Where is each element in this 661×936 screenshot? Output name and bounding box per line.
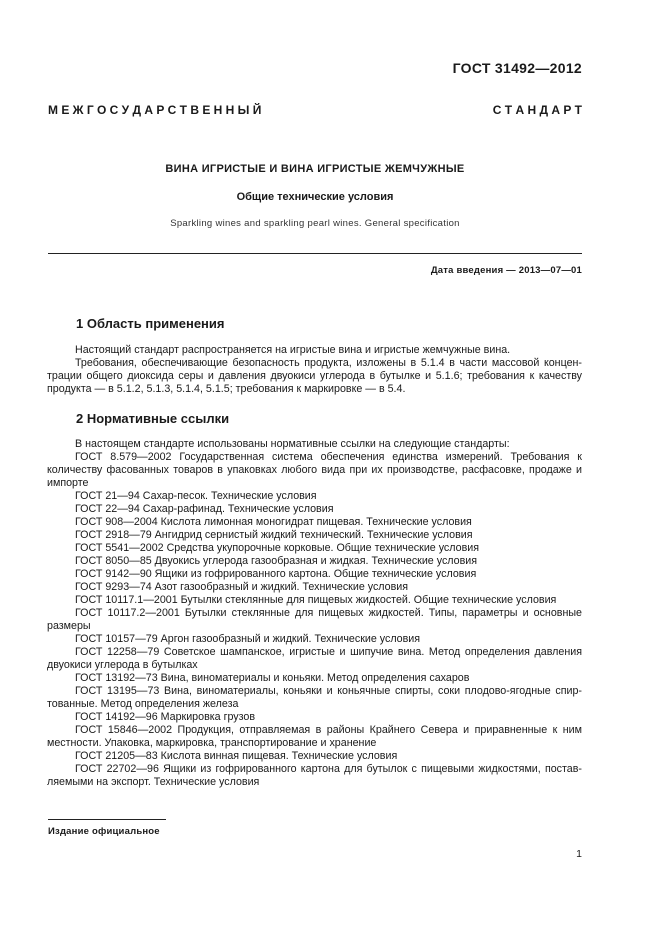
reference-line: ГОСТ 12258—79 Советское шампанское, игристые и шипучие вина. Метод определения давления: [75, 646, 582, 658]
banner-right: С Т А Н Д А Р Т: [492, 103, 582, 117]
reference-line: двуокиси углерода в бутылках: [47, 659, 198, 671]
banner-left: М Е Ж Г О С У Д А Р С Т В Е Н Н Ы Й: [48, 103, 262, 117]
reference-item: [75, 555, 582, 568]
document-code: ГОСТ 31492—2012: [452, 60, 582, 76]
reference-line: ГОСТ 13195—73 Вина, виноматериалы, коньяки и коньячные спирты, соки плодово-ягодные спир-: [75, 685, 582, 697]
document-subtitle: Общие технические условия: [236, 191, 394, 203]
reference-line: ГОСТ 10117.1—2001 Бутылки стеклянные для пищевых жидкостей. Общие технические условия: [75, 594, 557, 606]
reference-item: [75, 503, 582, 516]
section-2-body: [47, 438, 582, 789]
reference-line: ГОСТ 10117.2—2001 Бутылки стеклянные для пищевых жидкостей. Типы, параметры и основные: [75, 607, 582, 619]
reference-line: ГОСТ 14192—96 Маркировка грузов: [75, 711, 256, 723]
reference-item: [75, 750, 582, 763]
header-divider: [48, 253, 582, 254]
document-title: ВИНА ИГРИСТЫЕ И ВИНА ИГРИСТЫЕ ЖЕМЧУЖНЫЕ: [165, 163, 465, 175]
reference-item: [75, 711, 582, 724]
reference-line: ГОСТ 13192—73 Вина, виноматериалы и коньяки. Метод определения сахаров: [75, 672, 470, 684]
reference-line: ГОСТ 22—94 Сахар-рафинад. Технические условия: [75, 503, 334, 515]
reference-line: ГОСТ 15846—2002 Продукция, отправляемая в районы Крайнего Севера и приравненные к ним: [75, 724, 582, 736]
reference-line: ГОСТ 9293—74 Азот газообразный и жидкий. Технические условия: [75, 581, 409, 593]
reference-item: [47, 607, 582, 633]
reference-item: [75, 529, 582, 542]
reference-item: [75, 516, 582, 529]
section-2-heading: 2 Нормативные ссылки: [76, 411, 230, 426]
reference-line: ГОСТ 21—94 Сахар-песок. Технические условия: [75, 490, 317, 502]
document-english-title: Sparkling wines and sparkling pearl wines. General specification: [170, 218, 460, 229]
reference-item: [75, 581, 582, 594]
reference-line: ГОСТ 5541—2002 Средства укупорочные корковые. Общие технические условия: [75, 542, 480, 554]
reference-line: количеству фасованных товаров в упаковках любого вида при их производстве, расфасовке, продаже и: [47, 464, 582, 476]
reference-line: ГОСТ 8.579—2002 Государственная система обеспечения единства измерений. Требования к: [75, 451, 582, 463]
section-1-paragraph-2-line-1: Требования, обеспечивающие безопасность продукта, изложены в 5.1.4 в части массовой концен-: [75, 357, 582, 369]
reference-list: [47, 451, 582, 789]
reference-item: [75, 490, 582, 503]
reference-item: [47, 724, 582, 750]
edition-note: Издание официальное: [48, 826, 160, 837]
reference-item: [47, 763, 582, 789]
section-1-body: [47, 344, 582, 396]
reference-line: ляемыми на экспорт. Технические условия: [47, 776, 260, 788]
reference-line: размеры: [47, 620, 91, 632]
reference-item: [47, 646, 582, 672]
reference-line: ГОСТ 8050—85 Двуокись углерода газообразная и жидкая. Технические условия: [75, 555, 478, 567]
reference-item: [75, 568, 582, 581]
reference-line: импорте: [47, 477, 89, 489]
reference-line: ГОСТ 908—2004 Кислота лимонная моногидрат пищевая. Технические условия: [75, 516, 472, 528]
standard-banner: [48, 103, 582, 117]
page-number: 1: [576, 848, 582, 860]
section-1-paragraph-1: Настоящий стандарт распространяется на игристые вина и игристые жемчужные вина.: [75, 344, 511, 356]
reference-item: [75, 542, 582, 555]
footer-divider: [48, 819, 166, 820]
reference-item: [75, 594, 582, 607]
reference-item: [47, 685, 582, 711]
section-2-intro: В настоящем стандарте использованы нормативные ссылки на следующие стандарты:: [75, 438, 510, 450]
reference-item: [47, 451, 582, 490]
section-1-paragraph-2-line-3: продукта — в 5.1.2, 5.1.3, 5.1.4, 5.1.5; требования к маркировке — в 5.4.: [47, 383, 406, 395]
section-1-paragraph-2-line-2: трации общего диоксида серы и давления двуокиси углерода в бутылке и 5.1.6; требования к качеству: [47, 370, 582, 382]
reference-line: ГОСТ 9142—90 Ящики из гофрированного картона. Общие технические условия: [75, 568, 477, 580]
reference-line: ГОСТ 2918—79 Ангидрид сернистый жидкий технический. Технические условия: [75, 529, 473, 541]
reference-item: [75, 633, 582, 646]
section-1-heading: 1 Область применения: [76, 316, 225, 331]
effective-date: Дата введения — 2013—07—01: [430, 265, 582, 276]
reference-line: тованные. Метод определения железа: [47, 698, 239, 710]
reference-line: местности. Упаковка, маркировка, транспортирование и хранение: [47, 737, 377, 749]
reference-line: ГОСТ 21205—83 Кислота винная пищевая. Технические условия: [75, 750, 398, 762]
reference-line: ГОСТ 22702—96 Ящики из гофрированного картона для бутылок с пищевыми жидкостями, постав-: [75, 763, 582, 775]
reference-item: [75, 672, 582, 685]
reference-line: ГОСТ 10157—79 Аргон газообразный и жидкий. Технические условия: [75, 633, 421, 645]
